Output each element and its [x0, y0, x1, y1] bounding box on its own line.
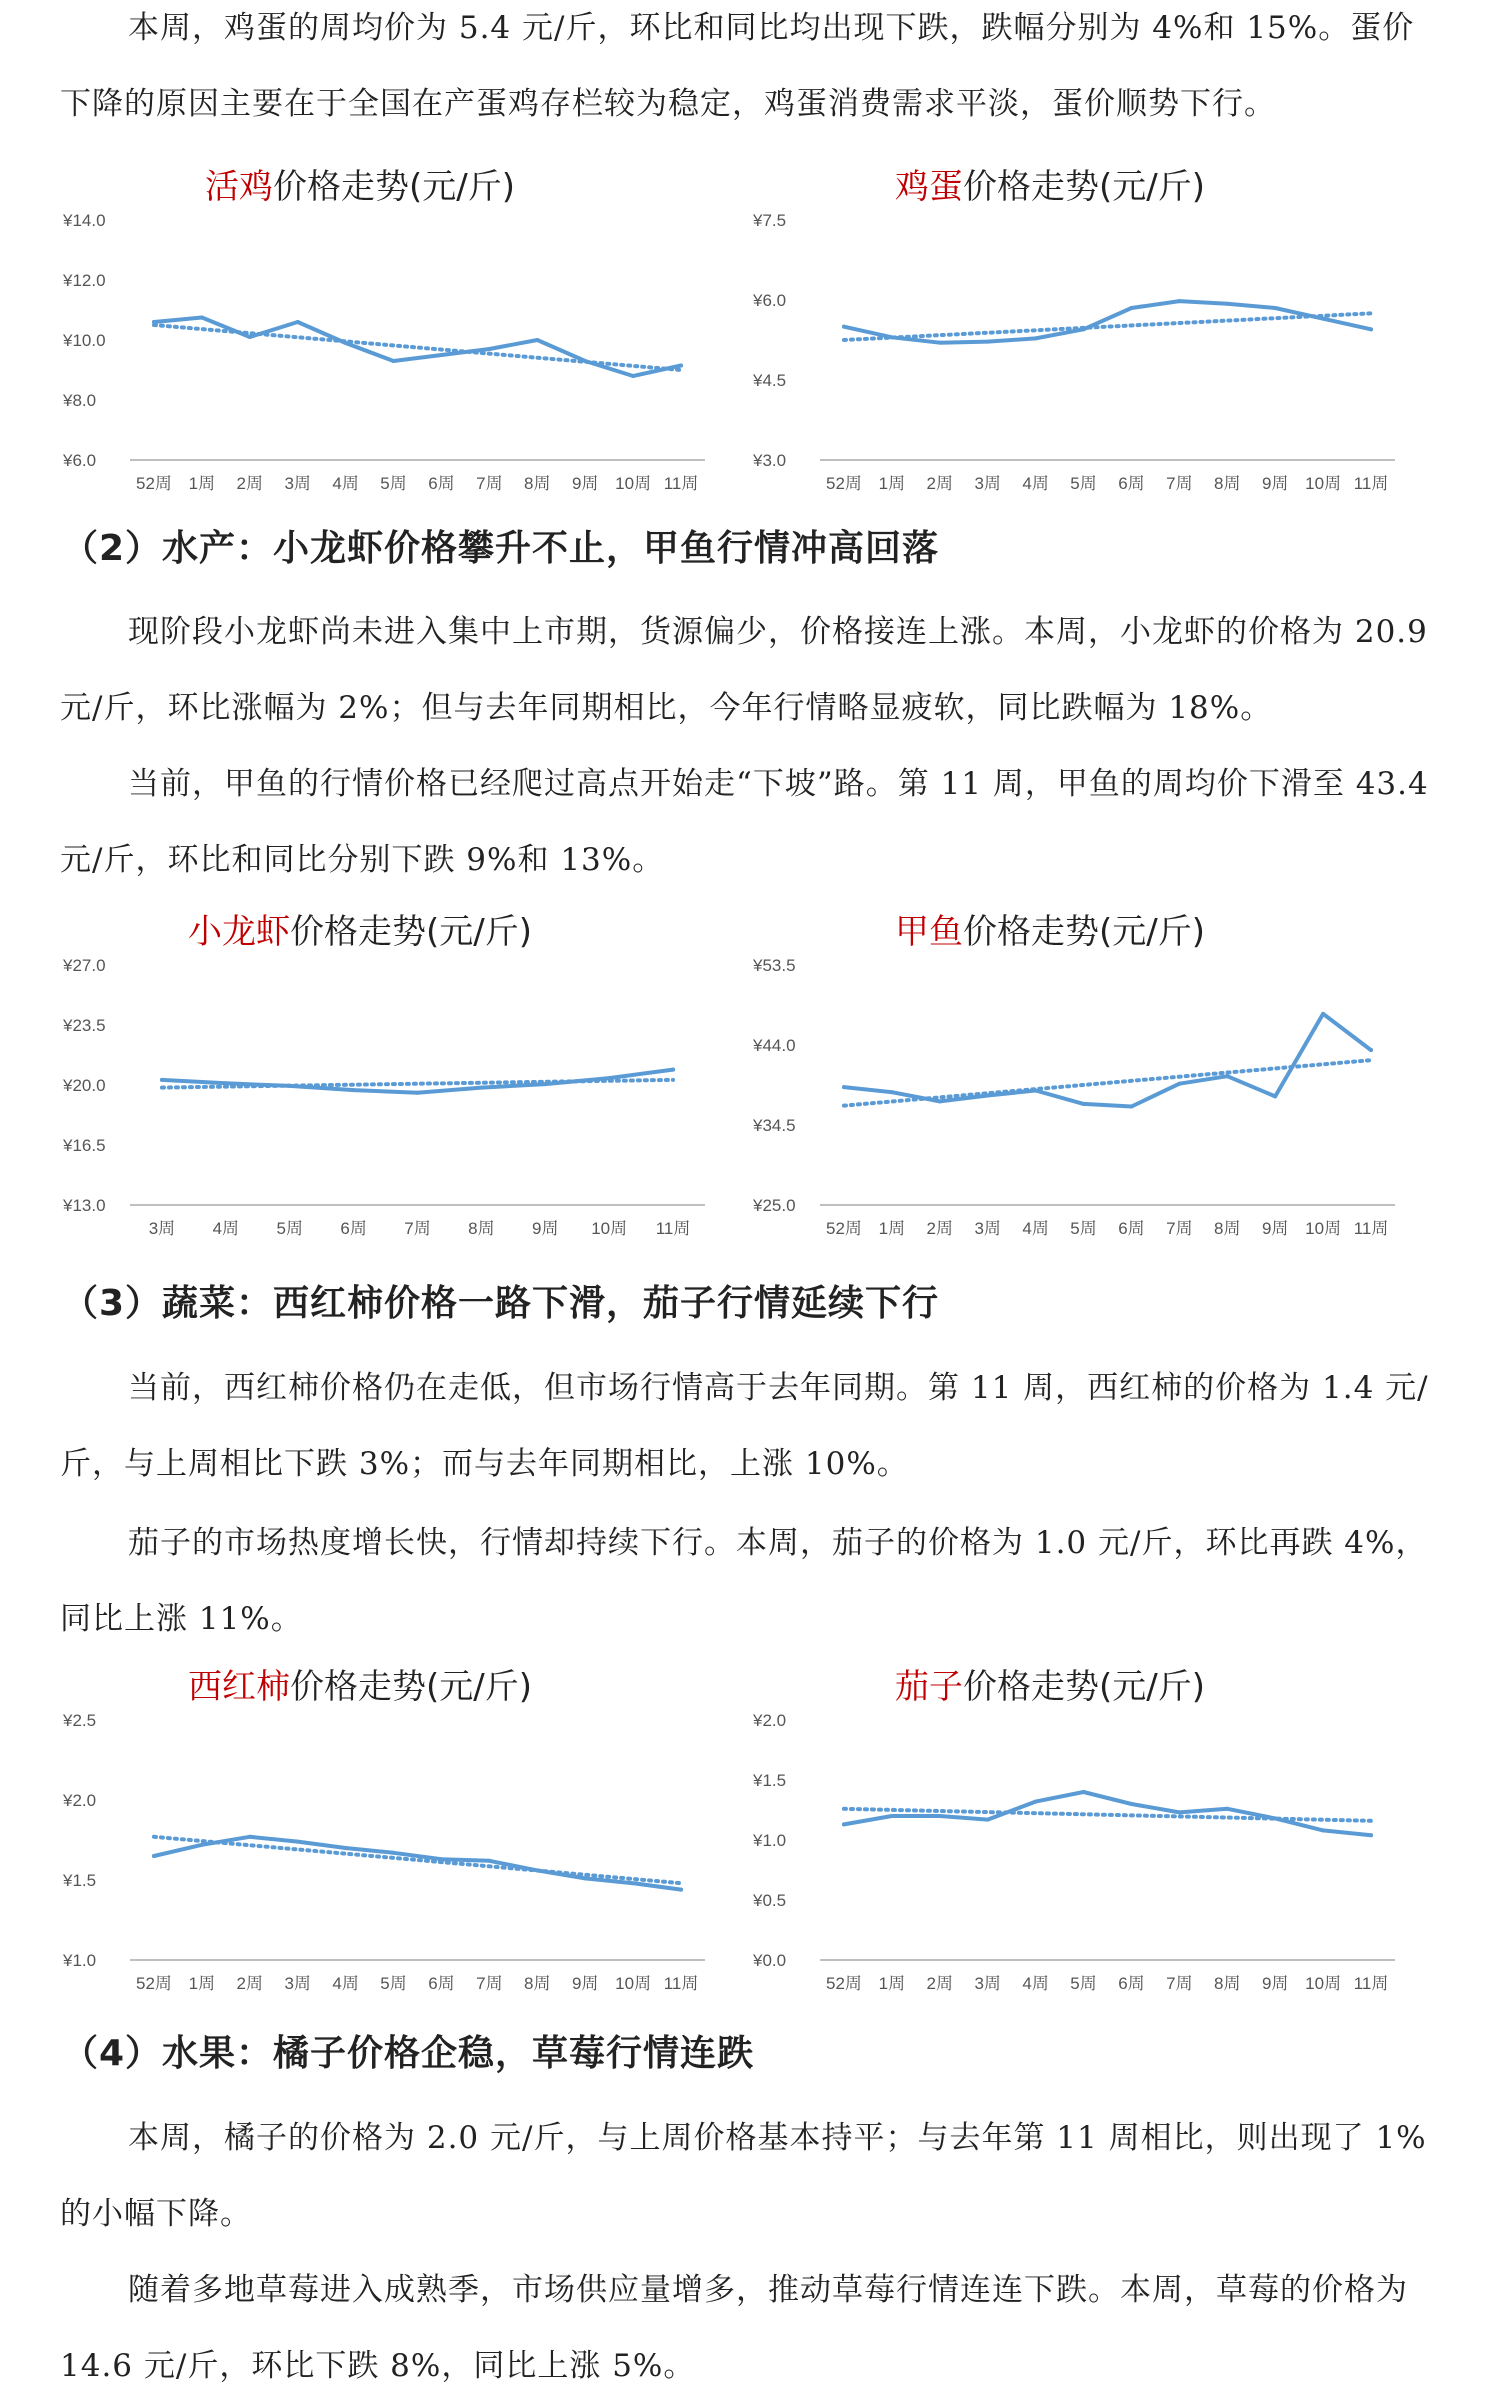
paragraph-crayfish: 现阶段小龙虾尚未进入集中上市期，货源偏少，价格接连上涨。本周，小龙虾的价格为 20.9 元/斤，环比涨幅为 2%；但与去年同期相比，今年行情略显疲软，同比跌幅为 18%。	[60, 614, 1428, 726]
data-point	[842, 1085, 846, 1089]
chart-title-rest: 价格走势(元/斤)	[290, 1667, 532, 1707]
x-tick-label: 6周	[1118, 1219, 1145, 1238]
data-point	[679, 364, 683, 368]
data-point	[1177, 299, 1181, 303]
data-point	[200, 316, 204, 320]
data-point	[631, 1881, 635, 1885]
y-tick-label: ¥8.0	[63, 391, 97, 410]
x-tick-label: 6周	[340, 1219, 367, 1238]
chart-svg	[55, 912, 755, 1255]
x-tick-label: 6周	[428, 1974, 455, 1993]
x-tick-label: 9周	[1261, 474, 1289, 493]
data-point	[1273, 306, 1277, 310]
x-tick-label: 10周	[615, 1974, 652, 1993]
x-tick-label: 8周	[1214, 1219, 1241, 1238]
x-tick-label: 7周	[404, 1219, 431, 1238]
x-tick-label: 11周	[1353, 1974, 1389, 1993]
x-tick-label: 4周	[1022, 1219, 1049, 1238]
paragraph-tomato: 当前，西红柿价格仍在走低，但市场行情高于去年同期。第 11 周，西红柿的价格为 1.4 元/斤，与上周相比下跌 3%；而与去年同期相比，上涨 10%。	[60, 1370, 1429, 1482]
data-point	[1082, 1102, 1086, 1106]
data-point	[1082, 327, 1086, 331]
data-point	[986, 340, 990, 344]
trend-line	[154, 1837, 681, 1883]
y-tick-label: ¥27.0	[63, 956, 106, 975]
data-point	[1034, 1088, 1038, 1092]
heading-aquatic: （2）水产：小龙虾价格攀升不止，甲鱼行情冲高回落	[62, 528, 940, 569]
chart-title	[188, 1667, 532, 1707]
data-point	[1321, 317, 1325, 321]
data-point	[1225, 302, 1229, 306]
data-point	[1369, 327, 1373, 331]
y-tick-label: ¥20.0	[63, 1076, 106, 1095]
data-point	[1273, 1094, 1277, 1098]
x-tick-label: 5周	[380, 1974, 407, 1993]
x-tick-label: 11周	[1353, 474, 1389, 493]
data-point	[1129, 1802, 1133, 1806]
x-tick-label: 9周	[1261, 1974, 1289, 1993]
data-point	[392, 1851, 396, 1855]
data-point	[152, 320, 156, 324]
chart-title	[895, 1667, 1205, 1707]
chart-title-rest: 价格走势(元/斤)	[963, 167, 1205, 207]
x-tick-label: 10周	[615, 474, 652, 493]
y-tick-label: ¥3.0	[753, 451, 787, 470]
x-tick-label: 8周	[524, 474, 551, 493]
y-tick-label: ¥0.0	[753, 1951, 787, 1970]
data-point	[631, 374, 635, 378]
data-point	[1129, 306, 1133, 310]
data-point	[986, 1818, 990, 1822]
x-tick-label: 11周	[663, 1974, 699, 1993]
data-point	[890, 1090, 894, 1094]
y-tick-label: ¥6.0	[753, 291, 787, 310]
data-point	[607, 1076, 611, 1080]
data-point	[288, 1084, 292, 1088]
x-tick-label: 8周	[1214, 474, 1241, 493]
data-point	[986, 1094, 990, 1098]
x-tick-label: 10周	[591, 1219, 628, 1238]
y-tick-label: ¥12.0	[63, 271, 106, 290]
chart-eggplant	[745, 1667, 1445, 2010]
x-tick-label: 8周	[468, 1219, 495, 1238]
data-point	[296, 1840, 300, 1844]
x-tick-label: 3周	[148, 1219, 176, 1238]
data-point	[487, 1859, 491, 1863]
y-tick-label: ¥25.0	[753, 1196, 796, 1215]
chart-tomato	[55, 1667, 755, 2010]
chart-title	[188, 912, 532, 952]
data-point	[160, 1078, 164, 1082]
data-point	[938, 341, 942, 345]
y-tick-label: ¥1.0	[63, 1951, 97, 1970]
data-point	[352, 1088, 356, 1092]
y-tick-label: ¥53.5	[753, 956, 796, 975]
y-tick-label: ¥13.0	[63, 1196, 106, 1215]
x-tick-label: 7周	[476, 1974, 503, 1993]
data-point	[938, 1814, 942, 1818]
x-tick-label: 6周	[1118, 474, 1145, 493]
x-tick-label: 5周	[1070, 1219, 1097, 1238]
paragraph-egg-summary: 本周，鸡蛋的周均价为 5.4 元/斤，环比和同比均出现下跌，跌幅分别为 4%和 15%。蛋价下降的原因主要在于全国在产蛋鸡存栏较为稳定，鸡蛋消费需求平淡，蛋价顺势下行。	[60, 10, 1415, 122]
x-tick-label: 4周	[332, 1974, 359, 1993]
x-tick-label: 5周	[380, 474, 407, 493]
data-point	[1225, 1807, 1229, 1811]
data-point	[248, 1835, 252, 1839]
chart-egg	[745, 167, 1445, 510]
x-tick-label: 6周	[428, 474, 455, 493]
x-tick-label: 9周	[532, 1219, 559, 1238]
x-tick-label: 52周	[135, 1974, 172, 1993]
chart-title-highlight: 茄子	[895, 1667, 964, 1707]
data-point	[583, 1876, 587, 1880]
x-tick-label: 1周	[188, 1974, 216, 1993]
data-point	[543, 1082, 547, 1086]
data-point	[1177, 1082, 1181, 1086]
x-tick-label: 1周	[878, 1974, 906, 1993]
data-point	[1321, 1012, 1325, 1016]
y-tick-label: ¥6.0	[63, 451, 97, 470]
x-tick-label: 1周	[878, 474, 906, 493]
y-tick-label: ¥16.5	[63, 1136, 106, 1155]
y-tick-label: ¥23.5	[63, 1016, 106, 1035]
data-point	[1273, 1816, 1277, 1820]
x-tick-label: 2周	[926, 1974, 954, 1993]
y-tick-label: ¥2.5	[63, 1711, 97, 1730]
chart-svg	[745, 1667, 1445, 2010]
chart-title-highlight: 西红柿	[188, 1667, 291, 1707]
x-tick-label: 11周	[663, 474, 699, 493]
x-tick-label: 2周	[926, 474, 954, 493]
x-tick-label: 4周	[332, 474, 359, 493]
paragraph-turtle: 当前，甲鱼的行情价格已经爬过高点开始走“下坡”路。第 11 周，甲鱼的周均价下滑至 43.4 元/斤，环比和同比分别下跌 9%和 13%。	[60, 766, 1429, 878]
data-point	[1082, 1790, 1086, 1794]
chart-title-rest: 价格走势(元/斤)	[290, 912, 532, 952]
x-tick-label: 2周	[926, 1219, 954, 1238]
data-point	[344, 341, 348, 345]
y-tick-label: ¥7.5	[753, 211, 787, 230]
x-tick-label: 11周	[655, 1219, 691, 1238]
x-tick-label: 10周	[1305, 1974, 1342, 1993]
chart-title-rest: 价格走势(元/斤)	[963, 912, 1205, 952]
chart-svg	[745, 167, 1445, 510]
x-tick-label: 11周	[1353, 1219, 1389, 1238]
y-tick-label: ¥14.0	[63, 211, 106, 230]
heading-vegetables: （3）蔬菜：西红柿价格一路下滑，茄子行情延续下行	[62, 1283, 940, 1324]
data-point	[1225, 1074, 1229, 1078]
x-tick-label: 6周	[1118, 1974, 1145, 1993]
data-point	[842, 325, 846, 329]
data-point	[1034, 336, 1038, 340]
paragraph-eggplant: 茄子的市场热度增长快，行情却持续下行。本周，茄子的价格为 1.0 元/斤，环比再跌 4%，同比上涨 11%。	[60, 1525, 1428, 1637]
data-point	[416, 1091, 420, 1095]
y-tick-label: ¥2.0	[753, 1711, 787, 1730]
y-tick-label: ¥44.0	[753, 1036, 796, 1055]
x-tick-label: 2周	[236, 474, 264, 493]
data-point	[842, 1822, 846, 1826]
data-point	[679, 1888, 683, 1892]
chart-svg	[55, 167, 755, 510]
x-tick-label: 10周	[1305, 474, 1342, 493]
data-point	[583, 359, 587, 363]
x-tick-label: 10周	[1305, 1219, 1342, 1238]
x-tick-label: 4周	[1022, 1974, 1049, 1993]
data-point	[1034, 1800, 1038, 1804]
chart-title-highlight: 小龙虾	[188, 912, 291, 952]
x-tick-label: 52周	[825, 1974, 862, 1993]
x-tick-label: 5周	[1070, 1974, 1097, 1993]
data-point	[439, 1857, 443, 1861]
series-line	[162, 1070, 673, 1093]
x-tick-label: 3周	[974, 1219, 1001, 1238]
data-point	[296, 320, 300, 324]
data-point	[1369, 1048, 1373, 1052]
chart-title-highlight: 甲鱼	[895, 912, 964, 952]
chart-title	[205, 167, 515, 207]
x-tick-label: 7周	[476, 474, 503, 493]
chart-title	[895, 912, 1205, 952]
y-tick-label: ¥1.5	[753, 1771, 787, 1790]
chart-title-rest: 价格走势(元/斤)	[273, 167, 515, 207]
x-tick-label: 7周	[1166, 474, 1193, 493]
data-point	[152, 1854, 156, 1858]
data-point	[479, 1086, 483, 1090]
x-tick-label: 4周	[212, 1219, 240, 1238]
data-point	[392, 359, 396, 363]
chart-title-highlight: 活鸡	[205, 167, 274, 207]
x-tick-label: 52周	[825, 474, 862, 493]
data-point	[248, 335, 252, 339]
data-point	[439, 353, 443, 357]
data-point	[671, 1068, 675, 1072]
x-tick-label: 2周	[236, 1974, 264, 1993]
chart-svg	[745, 912, 1445, 1255]
chart-svg	[55, 1667, 755, 2010]
data-point	[1369, 1833, 1373, 1837]
data-point	[535, 1868, 539, 1872]
y-tick-label: ¥10.0	[63, 331, 106, 350]
data-point	[344, 1846, 348, 1850]
y-tick-label: ¥1.5	[63, 1871, 97, 1890]
x-tick-label: 5周	[1070, 474, 1097, 493]
y-tick-label: ¥2.0	[63, 1791, 97, 1810]
data-point	[487, 347, 491, 351]
x-tick-label: 52周	[825, 1219, 862, 1238]
paragraph-strawberry: 随着多地草莓进入成熟季，市场供应量增多，推动草莓行情连连下跌。本周，草莓的价格为 14.6 元/斤，环比下跌 8%，同比上涨 5%。	[60, 2272, 1408, 2384]
x-tick-label: 4周	[1022, 474, 1049, 493]
series-line	[844, 1014, 1371, 1107]
chart-turtle	[745, 912, 1445, 1255]
x-tick-label: 3周	[284, 474, 311, 493]
x-tick-label: 8周	[1214, 1974, 1241, 1993]
heading-fruit: （4）水果：橘子价格企稳，草莓行情连跌	[62, 2033, 755, 2074]
x-tick-label: 9周	[571, 474, 599, 493]
data-point	[1177, 1810, 1181, 1814]
chart-title-rest: 价格走势(元/斤)	[963, 1667, 1205, 1707]
data-point	[200, 1843, 204, 1847]
x-tick-label: 1周	[188, 474, 216, 493]
x-tick-label: 9周	[571, 1974, 599, 1993]
chart-crayfish	[55, 912, 755, 1255]
x-tick-label: 5周	[276, 1219, 303, 1238]
x-tick-label: 3周	[974, 474, 1001, 493]
x-tick-label: 7周	[1166, 1219, 1193, 1238]
data-point	[1129, 1104, 1133, 1108]
chart-title-highlight: 鸡蛋	[895, 167, 964, 207]
data-point	[938, 1099, 942, 1103]
data-point	[1321, 1828, 1325, 1832]
y-tick-label: ¥4.5	[753, 371, 787, 390]
data-point	[890, 335, 894, 339]
x-tick-label: 3周	[284, 1974, 311, 1993]
x-tick-label: 7周	[1166, 1974, 1193, 1993]
data-point	[890, 1814, 894, 1818]
y-tick-label: ¥34.5	[753, 1116, 796, 1135]
chart-title	[895, 167, 1205, 207]
data-point	[535, 338, 539, 342]
paragraph-orange: 本周，橘子的价格为 2.0 元/斤，与上周价格基本持平；与去年第 11 周相比，则出现了 1%的小幅下降。	[60, 2120, 1427, 2232]
chart-chicken	[55, 167, 755, 510]
x-tick-label: 3周	[974, 1974, 1001, 1993]
y-tick-label: ¥0.5	[753, 1891, 787, 1910]
series-line	[844, 1792, 1371, 1835]
x-tick-label: 9周	[1261, 1219, 1289, 1238]
data-point	[224, 1081, 228, 1085]
x-tick-label: 1周	[878, 1219, 906, 1238]
x-tick-label: 8周	[524, 1974, 551, 1993]
y-tick-label: ¥1.0	[753, 1831, 787, 1850]
x-tick-label: 52周	[135, 474, 172, 493]
